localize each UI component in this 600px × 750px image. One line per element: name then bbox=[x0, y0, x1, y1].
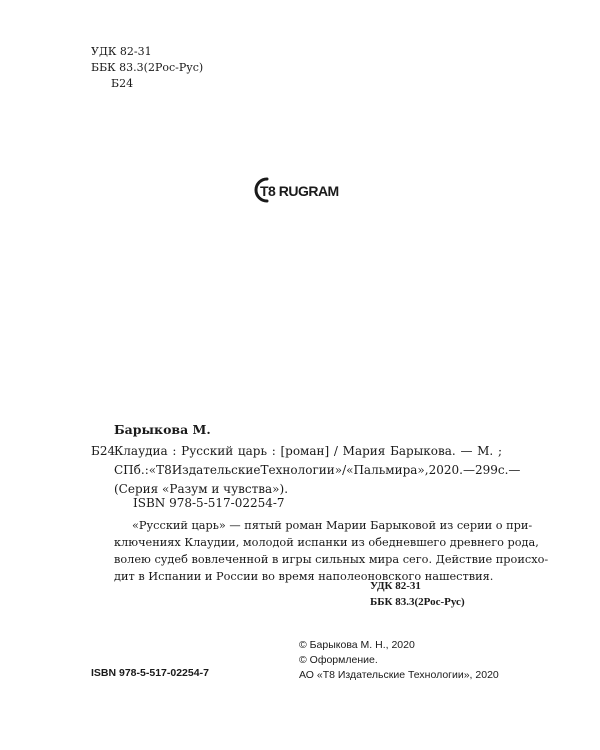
udk-code: УДК 82-31 bbox=[91, 45, 152, 58]
entry-word: «Т8 bbox=[148, 463, 172, 477]
entry-word: : bbox=[172, 444, 177, 458]
entry-word: СПб. bbox=[114, 463, 145, 477]
entry-line-2 bbox=[114, 461, 521, 480]
entry-word: : bbox=[271, 444, 276, 458]
entry-word: М. bbox=[477, 444, 494, 458]
author-mark: Б24 bbox=[111, 77, 134, 90]
entry-word: Русский bbox=[181, 444, 234, 458]
classification-codes-bottom bbox=[370, 578, 465, 610]
entry-word: с. bbox=[497, 463, 509, 477]
annotation-line: волею судеб вовлеченной в игры сильных мира сего. Действие происхо- bbox=[114, 553, 549, 566]
entry-word: 2020. bbox=[428, 463, 463, 477]
classification-codes-top bbox=[91, 44, 203, 92]
udk-code: УДК 82-31 bbox=[370, 580, 421, 592]
annotation-line: «Русский царь» — пятый роман Марии Барыковой из серии о при- bbox=[132, 519, 533, 532]
bbk-code: ББК 83.3(2Рос-Рус) bbox=[370, 596, 465, 608]
entry-word: / bbox=[342, 463, 347, 477]
entry-word: Издательские bbox=[171, 463, 261, 477]
entry-author-mark: Б24 bbox=[91, 444, 116, 458]
entry-word: — bbox=[508, 463, 521, 477]
annotation-line: дит в Испании и России во время наполеоновского нашествия. bbox=[114, 570, 494, 583]
entry-word: 299 bbox=[474, 463, 498, 477]
entry-word: — bbox=[462, 463, 475, 477]
isbn-footer: ISBN 978-5-517-02254-7 bbox=[91, 667, 209, 679]
entry-word: : bbox=[144, 463, 149, 477]
entry-word: Клаудиа bbox=[114, 444, 168, 458]
entry-word: [роман] bbox=[280, 444, 330, 458]
book-annotation bbox=[114, 517, 549, 585]
entry-isbn: ISBN 978-5-517-02254-7 bbox=[133, 496, 285, 510]
logo-text: T8 RUGRAM bbox=[260, 183, 339, 199]
entry-line-1 bbox=[114, 442, 502, 461]
copyright-author: © Барыкова М. Н., 2020 bbox=[299, 639, 415, 651]
entry-word: / bbox=[333, 444, 338, 458]
copyright-design: © Оформление. bbox=[299, 654, 378, 666]
entry-word: «Пальмира», bbox=[346, 463, 429, 477]
bibliographic-entry bbox=[114, 442, 521, 499]
entry-word: ; bbox=[497, 444, 502, 458]
entry-word: — bbox=[460, 444, 473, 458]
bbk-code: ББК 83.3(2Рос-Рус) bbox=[91, 61, 204, 74]
copyright-block bbox=[299, 638, 499, 683]
entry-word: царь bbox=[237, 444, 267, 458]
entry-line-3: (Серия «Разум и чувства»). bbox=[114, 482, 289, 496]
annotation-line: ключениях Клаудии, молодой испанки из обедневшего древнего рода, bbox=[114, 536, 539, 549]
entry-word: Технологии» bbox=[260, 463, 343, 477]
publisher-logo bbox=[253, 175, 349, 205]
entry-word: Мария bbox=[342, 444, 386, 458]
entry-author: Барыкова М. bbox=[114, 422, 211, 437]
copyright-publisher: АО «Т8 Издательские Технологии», 2020 bbox=[299, 669, 499, 681]
entry-word: Барыкова. bbox=[390, 444, 456, 458]
